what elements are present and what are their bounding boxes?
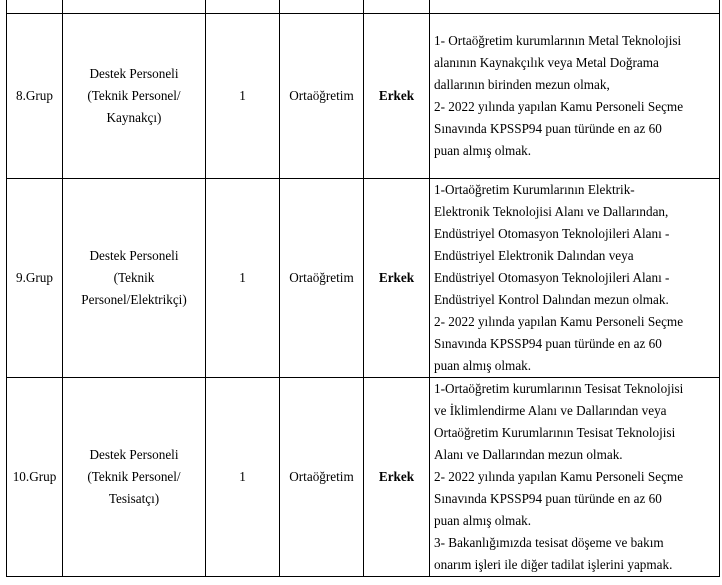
requirement-line: Elektronik Teknolojisi Alanı ve Dallarından,: [434, 204, 669, 219]
requirement-line: Sınavında KPSSP94 puan türünde en az 60: [434, 336, 662, 351]
personnel-requirements-table: [6, 0, 720, 577]
requirements-cell: [430, 378, 720, 577]
group-cell: 9.Grup: [7, 179, 63, 378]
requirement-line: 2- 2022 yılında yapılan Kamu Personeli Seçme: [434, 314, 684, 329]
requirement-line: Endüstriyel Otomasyon Teknolojileri Alanı -: [434, 226, 670, 241]
requirement-line: 1-Ortaöğretim Kurumlarının Elektrik-: [434, 182, 635, 197]
continuation-cell: [364, 0, 430, 14]
continuation-cell: [430, 0, 720, 14]
requirement-line: 3- Bakanlığımızda tesisat döşeme ve bakım: [434, 535, 664, 550]
requirement-line: Endüstriyel Elektronik Dalından veya: [434, 248, 634, 263]
continuation-cell: [7, 0, 63, 14]
education-cell: Ortaöğretim: [280, 179, 364, 378]
requirements-cell: [430, 179, 720, 378]
requirement-line: 2- 2022 yılında yapılan Kamu Personeli Seçme: [434, 469, 684, 484]
group-cell: 10.Grup: [7, 378, 63, 577]
requirement-line: puan almış olmak.: [434, 513, 532, 528]
continuation-cell: [280, 0, 364, 14]
requirement-line: 1-Ortaöğretim kurumlarının Tesisat Teknolojisi: [434, 381, 684, 396]
position-title-cell: [63, 179, 206, 378]
count-cell: 1: [206, 14, 280, 179]
group-cell: 8.Grup: [7, 14, 63, 179]
education-cell: Ortaöğretim: [280, 14, 364, 179]
position-title-line: Destek Personeli: [89, 66, 179, 81]
education-cell: Ortaöğretim: [280, 378, 364, 577]
position-title-line: Destek Personeli: [89, 248, 179, 263]
requirement-line: 2- 2022 yılında yapılan Kamu Personeli Seçme: [434, 99, 684, 114]
count-cell: 1: [206, 179, 280, 378]
requirement-line: Ortaöğretim Kurumlarının Tesisat Teknolojisi: [434, 425, 676, 440]
requirement-line: Alanı ve Dallarından mezun olmak.: [434, 447, 623, 462]
position-title-line: Tesisatçı): [108, 491, 160, 506]
requirement-line: Sınavında KPSSP94 puan türünde en az 60: [434, 491, 662, 506]
requirement-line: 1- Ortaöğretim kurumlarının Metal Teknolojisi: [434, 33, 682, 48]
position-title-line: (Teknik Personel/: [87, 469, 181, 484]
continuation-cell: [206, 0, 280, 14]
position-title-line: Destek Personeli: [89, 447, 179, 462]
requirement-line: puan almış olmak.: [434, 143, 532, 158]
table-row: [7, 14, 720, 179]
requirement-line: ve İklimlendirme Alanı ve Dallarından veya: [434, 403, 667, 418]
requirement-line: onarım işleri ile diğer tadilat işlerini yapmak.: [434, 557, 673, 572]
gender-cell: Erkek: [364, 14, 430, 179]
position-title-cell: [63, 14, 206, 179]
requirement-line: alanının Kaynakçılık veya Metal Doğrama: [434, 55, 659, 70]
position-title-line: (Teknik Personel/: [87, 88, 181, 103]
table-row: [7, 378, 720, 577]
requirement-line: Endüstriyel Otomasyon Teknolojileri Alanı -: [434, 270, 670, 285]
table-row: [7, 179, 720, 378]
gender-cell: Erkek: [364, 179, 430, 378]
requirement-line: Sınavında KPSSP94 puan türünde en az 60: [434, 121, 662, 136]
continuation-cell: [63, 0, 206, 14]
requirement-line: Endüstriyel Kontrol Dalından mezun olmak.: [434, 292, 669, 307]
requirement-line: dallarının birinden mezun olmak,: [434, 77, 610, 92]
count-cell: 1: [206, 378, 280, 577]
previous-row-continuation: [7, 0, 720, 14]
gender-cell: Erkek: [364, 378, 430, 577]
requirements-cell: [430, 14, 720, 179]
position-title-line: (Teknik: [113, 270, 155, 285]
requirement-line: puan almış olmak.: [434, 358, 532, 373]
position-title-line: Kaynakçı): [106, 110, 162, 125]
position-title-line: Personel/Elektrikçi): [81, 292, 187, 307]
position-title-cell: [63, 378, 206, 577]
